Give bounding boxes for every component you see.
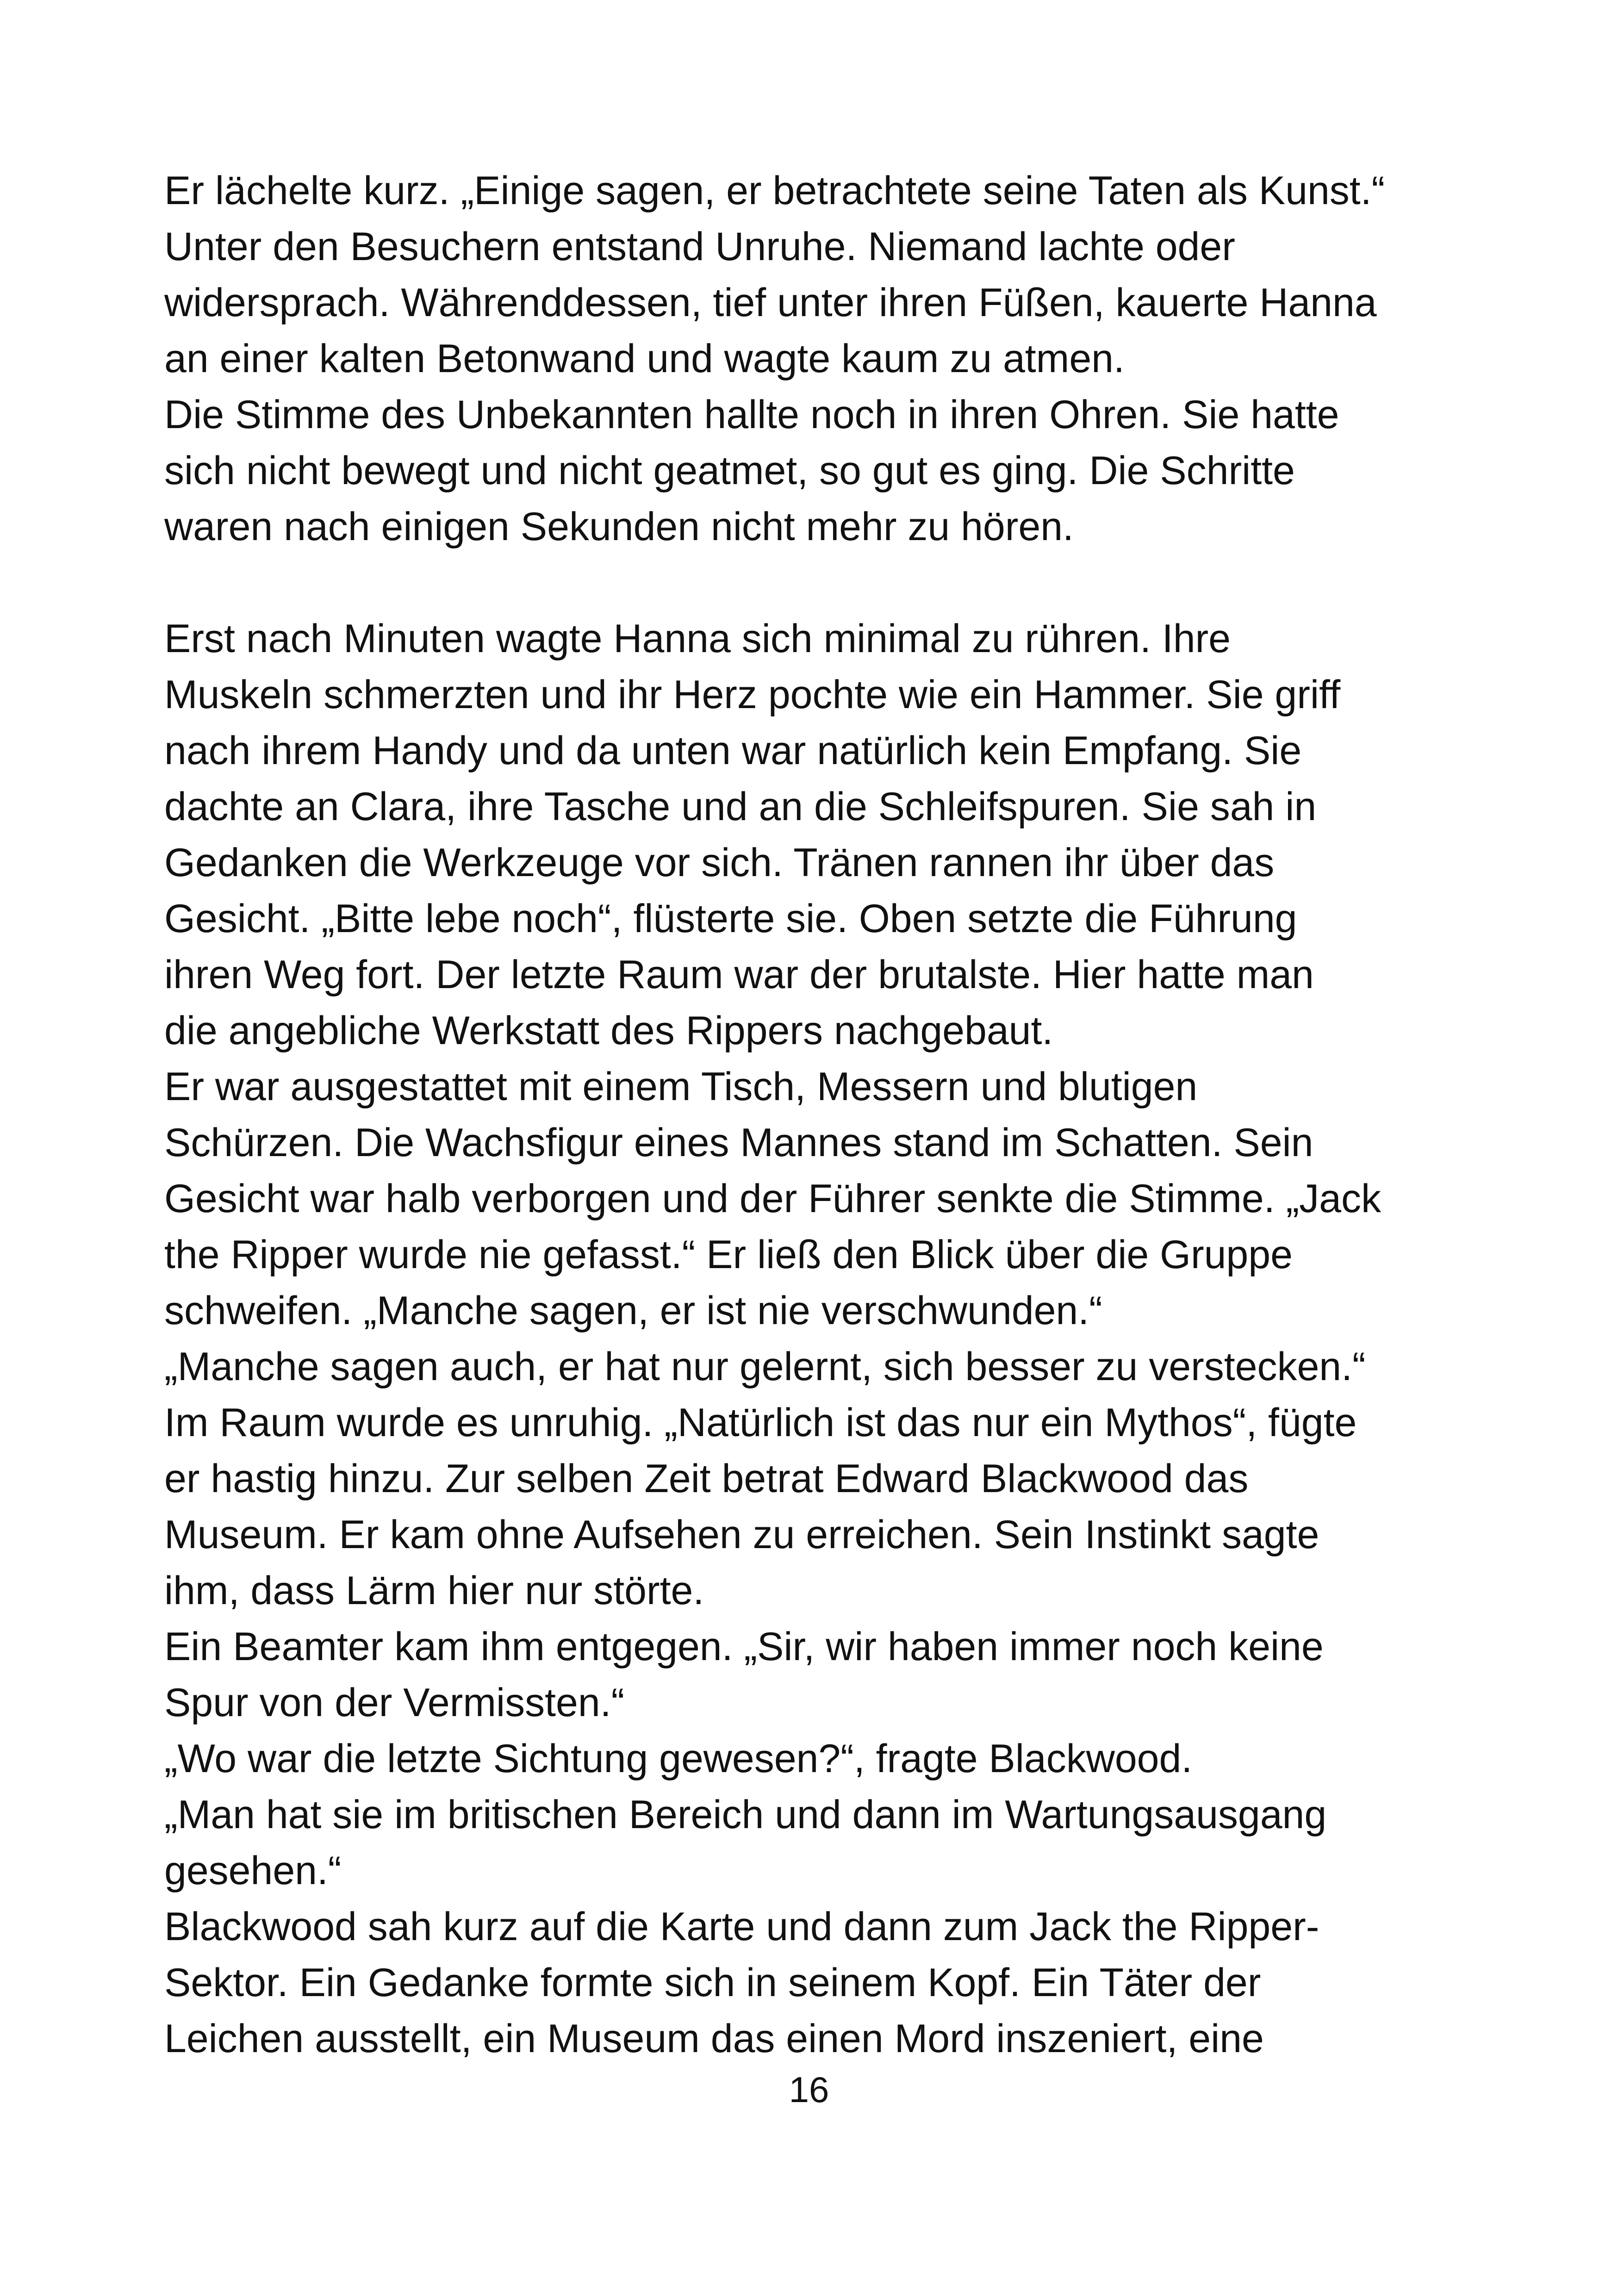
body-text — [164, 163, 1497, 2067]
text-line: widersprach. Währenddessen, tief unter ihren Füßen, kauerte Hanna — [164, 280, 1377, 325]
text-line: the Ripper wurde nie gefasst.“ Er ließ den Blick über die Gruppe — [164, 1232, 1293, 1277]
paragraph-2 — [164, 611, 1497, 2067]
text-line: Spur von der Vermissten.“ — [164, 1680, 625, 1725]
text-line: Erst nach Minuten wagte Hanna sich minimal zu rühren. Ihre — [164, 616, 1231, 661]
text-line: die angebliche Werkstatt des Rippers nachgebaut. — [164, 1008, 1053, 1053]
text-line: Er lächelte kurz. „Einige sagen, er betrachtete seine Taten als Kunst.“ — [164, 168, 1385, 213]
text-line: „Man hat sie im britischen Bereich und dann im Wartungsausgang — [164, 1792, 1327, 1837]
text-line: gesehen.“ — [164, 1848, 342, 1893]
text-line: ihren Weg fort. Der letzte Raum war der brutalste. Hier hatte man — [164, 952, 1314, 997]
paragraph-gap — [164, 555, 1497, 611]
text-line: Gesicht war halb verborgen und der Führer senkte die Stimme. „Jack — [164, 1176, 1381, 1221]
text-line: Gedanken die Werkzeuge vor sich. Tränen rannen ihr über das — [164, 840, 1275, 885]
text-line: Im Raum wurde es unruhig. „Natürlich ist das nur ein Mythos“, fügte — [164, 1400, 1357, 1445]
text-line: Muskeln schmerzten und ihr Herz pochte wie ein Hammer. Sie griff — [164, 672, 1341, 717]
text-line: Museum. Er kam ohne Aufsehen zu erreichen. Sein Instinkt sagte — [164, 1512, 1319, 1557]
paragraph-1 — [164, 163, 1497, 555]
text-line: Ein Beamter kam ihm entgegen. „Sir, wir haben immer noch keine — [164, 1624, 1324, 1669]
text-line: Blackwood sah kurz auf die Karte und dann zum Jack the Ripper- — [164, 1904, 1319, 1949]
text-line: nach ihrem Handy und da unten war natürlich kein Empfang. Sie — [164, 728, 1302, 773]
text-line: Die Stimme des Unbekannten hallte noch in ihren Ohren. Sie hatte — [164, 392, 1339, 437]
text-line: „Manche sagen auch, er hat nur gelernt, sich besser zu verstecken.“ — [164, 1344, 1366, 1389]
text-line: ihm, dass Lärm hier nur störte. — [164, 1568, 704, 1613]
text-line: Schürzen. Die Wachsfigur eines Mannes stand im Schatten. Sein — [164, 1120, 1313, 1165]
text-line: sich nicht bewegt und nicht geatmet, so gut es ging. Die Schritte — [164, 448, 1295, 493]
text-line: waren nach einigen Sekunden nicht mehr zu hören. — [164, 504, 1074, 549]
text-line: Leichen ausstellt, ein Museum das einen Mord inszeniert, eine — [164, 2016, 1264, 2061]
text-line: Unter den Besuchern entstand Unruhe. Niemand lachte oder — [164, 224, 1235, 269]
text-line: dachte an Clara, ihre Tasche und an die Schleifspuren. Sie sah in — [164, 784, 1317, 829]
text-line: Sektor. Ein Gedanke formte sich in seinem Kopf. Ein Täter der — [164, 1960, 1261, 2005]
text-line: Gesicht. „Bitte lebe noch“, flüsterte sie. Oben setzte die Führung — [164, 896, 1297, 941]
page-number: 16 — [789, 2069, 829, 2110]
text-line: Er war ausgestattet mit einem Tisch, Messern und blutigen — [164, 1064, 1198, 1109]
text-line: schweifen. „Manche sagen, er ist nie verschwunden.“ — [164, 1288, 1102, 1333]
text-line: an einer kalten Betonwand und wagte kaum zu atmen. — [164, 336, 1125, 381]
text-line: „Wo war die letzte Sichtung gewesen?“, fragte Blackwood. — [164, 1736, 1193, 1781]
text-line: er hastig hinzu. Zur selben Zeit betrat Edward Blackwood das — [164, 1456, 1249, 1501]
